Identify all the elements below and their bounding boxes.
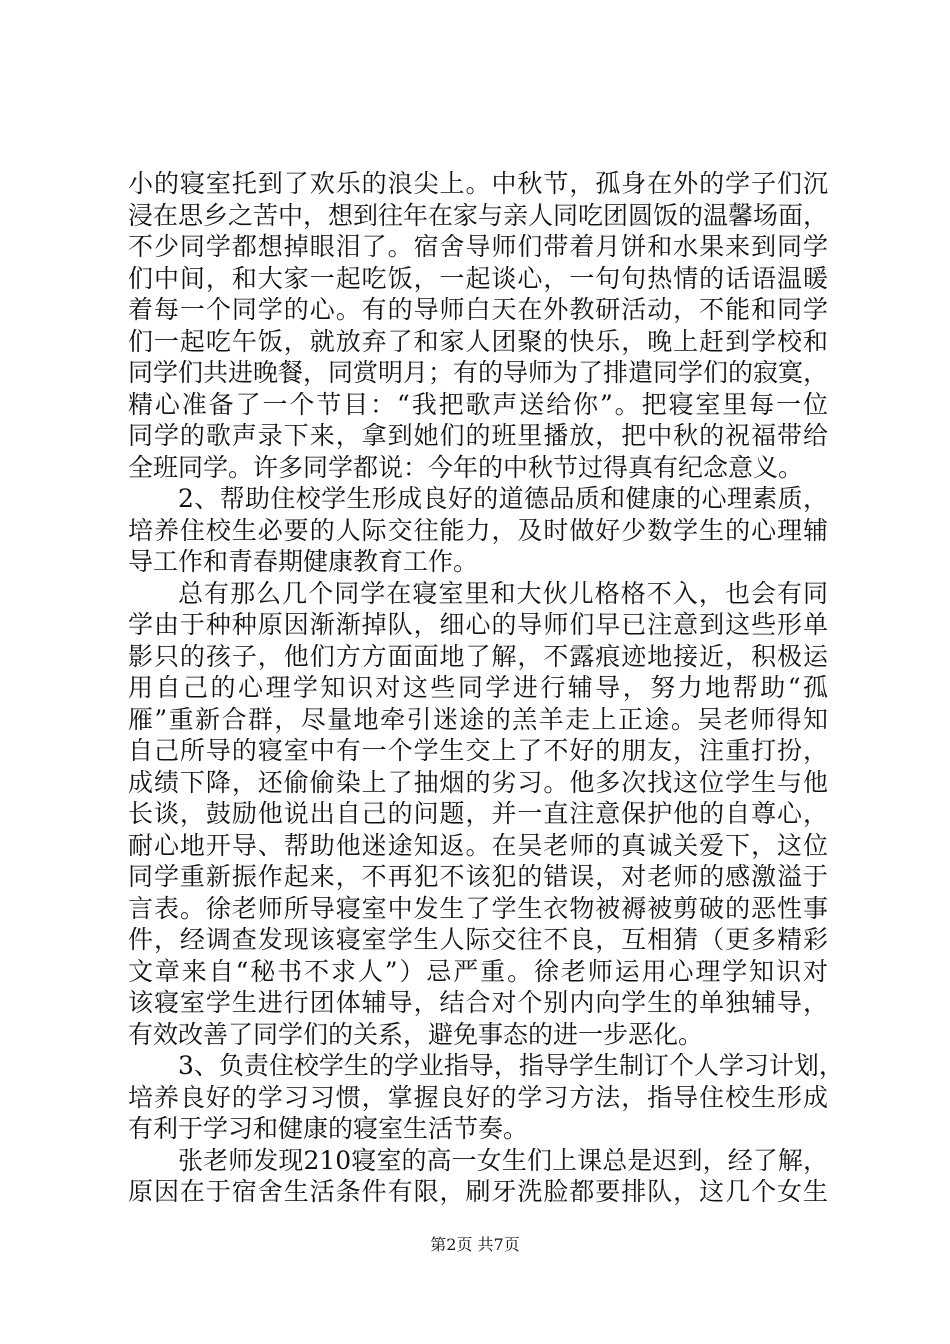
text-line: 导工作和青春期健康教育工作。 (128, 547, 479, 576)
text-line: 自己所导的寝室中有一个学生交上了不好的朋友，注重打扮， (128, 736, 828, 765)
text-line: 言表。徐老师所导寝室中发生了学生衣物被褥被剪破的恶性事 (128, 893, 828, 923)
text-line: 培养住校生必要的人际交往能力，及时做好少数学生的心理辅 (128, 515, 828, 545)
text-line: 同学重新振作起来，不再犯不该犯的错误，对老师的感激溢于 (128, 862, 828, 891)
text-line: 该寝室学生进行团体辅导，结合对个别内向学生的单独辅导， (128, 988, 828, 1017)
text-line: 用自己的心理学知识对这些同学进行辅导，努力地帮助“孤 (128, 673, 828, 702)
text-line: 影只的孩子，他们方方面面地了解，不露痕迹地接近，积极运 (128, 641, 828, 671)
text-line: 3、负责住校学生的学业指导，指导学生制订个人学习计划， (178, 1051, 844, 1080)
text-line: 同学们共进晚餐，同赏明月；有的导师为了排遣同学们的寂寞， (128, 358, 829, 387)
text-line: 2、帮助住校学生形成良好的道德品质和健康的心理素质， (178, 484, 828, 513)
text-line: 有效改善了同学们的关系，避免事态的进一步恶化。 (128, 1019, 704, 1049)
text-line: 文章来自“秘书不求人”）忌严重。徐老师运用心理学知识对 (128, 956, 828, 986)
text-line: 耐心地开导、帮助他迷途知返。在吴老师的真诚关爱下，这位 (128, 830, 828, 860)
text-line: 同学的歌声录下来，拿到她们的班里播放，把中秋的祝福带给 (128, 421, 828, 450)
text-line: 们一起吃午饭，就放弃了和家人团聚的快乐，晚上赶到学校和 (128, 326, 828, 356)
text-line: 总有那么几个同学在寝室里和大伙儿格格不入，也会有同 (178, 578, 828, 608)
text-line: 长谈，鼓励他说出自己的问题，并一直注意保护他的自尊心， (128, 799, 828, 828)
text-line: 学由于种种原因渐渐掉队，细心的导师们早已注意到这些形单 (128, 610, 828, 639)
text-line: 张老师发现210寝室的高一女生们上课总是迟到，经了解， (178, 1145, 828, 1175)
text-line: 浸在思乡之苦中，想到往年在家与亲人同吃团圆饭的温馨场面， (128, 200, 829, 230)
text-line: 原因在于宿舍生活条件有限，刷牙洗脸都要排队，这几个女生 (128, 1177, 828, 1206)
text-line: 们中间，和大家一起吃饭，一起谈心，一句句热情的话语温暖 (128, 263, 828, 293)
text-line: 着每一个同学的心。有的导师白天在外教研活动，不能和同学 (128, 295, 828, 324)
text-line: 不少同学都想掉眼泪了。宿舍导师们带着月饼和水果来到同学 (128, 232, 828, 261)
document-body (128, 168, 844, 1208)
text-line: 雁”重新合群，尽量地牵引迷途的羔羊走上正途。吴老师得知 (128, 704, 828, 734)
text-line: 培养良好的学习习惯，掌握良好的学习方法，指导住校生形成 (128, 1082, 828, 1112)
page-footer: 第2页 共7页 (430, 1235, 520, 1254)
text-line: 小的寝室托到了欢乐的浪尖上。中秋节，孤身在外的学子们沉 (128, 169, 828, 198)
text-line: 全班同学。许多同学都说：今年的中秋节过得真有纪念意义。 (128, 452, 804, 482)
text-line: 有利于学习和健康的寝室生活节奏。 (128, 1114, 529, 1143)
text-line: 精心准备了一个节目：“我把歌声送给你”。把寝室里每一位 (128, 389, 828, 419)
text-line: 成绩下降，还偷偷染上了抽烟的劣习。他多次找这位学生与他 (128, 767, 828, 797)
text-line: 件，经调查发现该寝室学生人际交往不良，互相猜（更多精彩 (128, 925, 828, 954)
